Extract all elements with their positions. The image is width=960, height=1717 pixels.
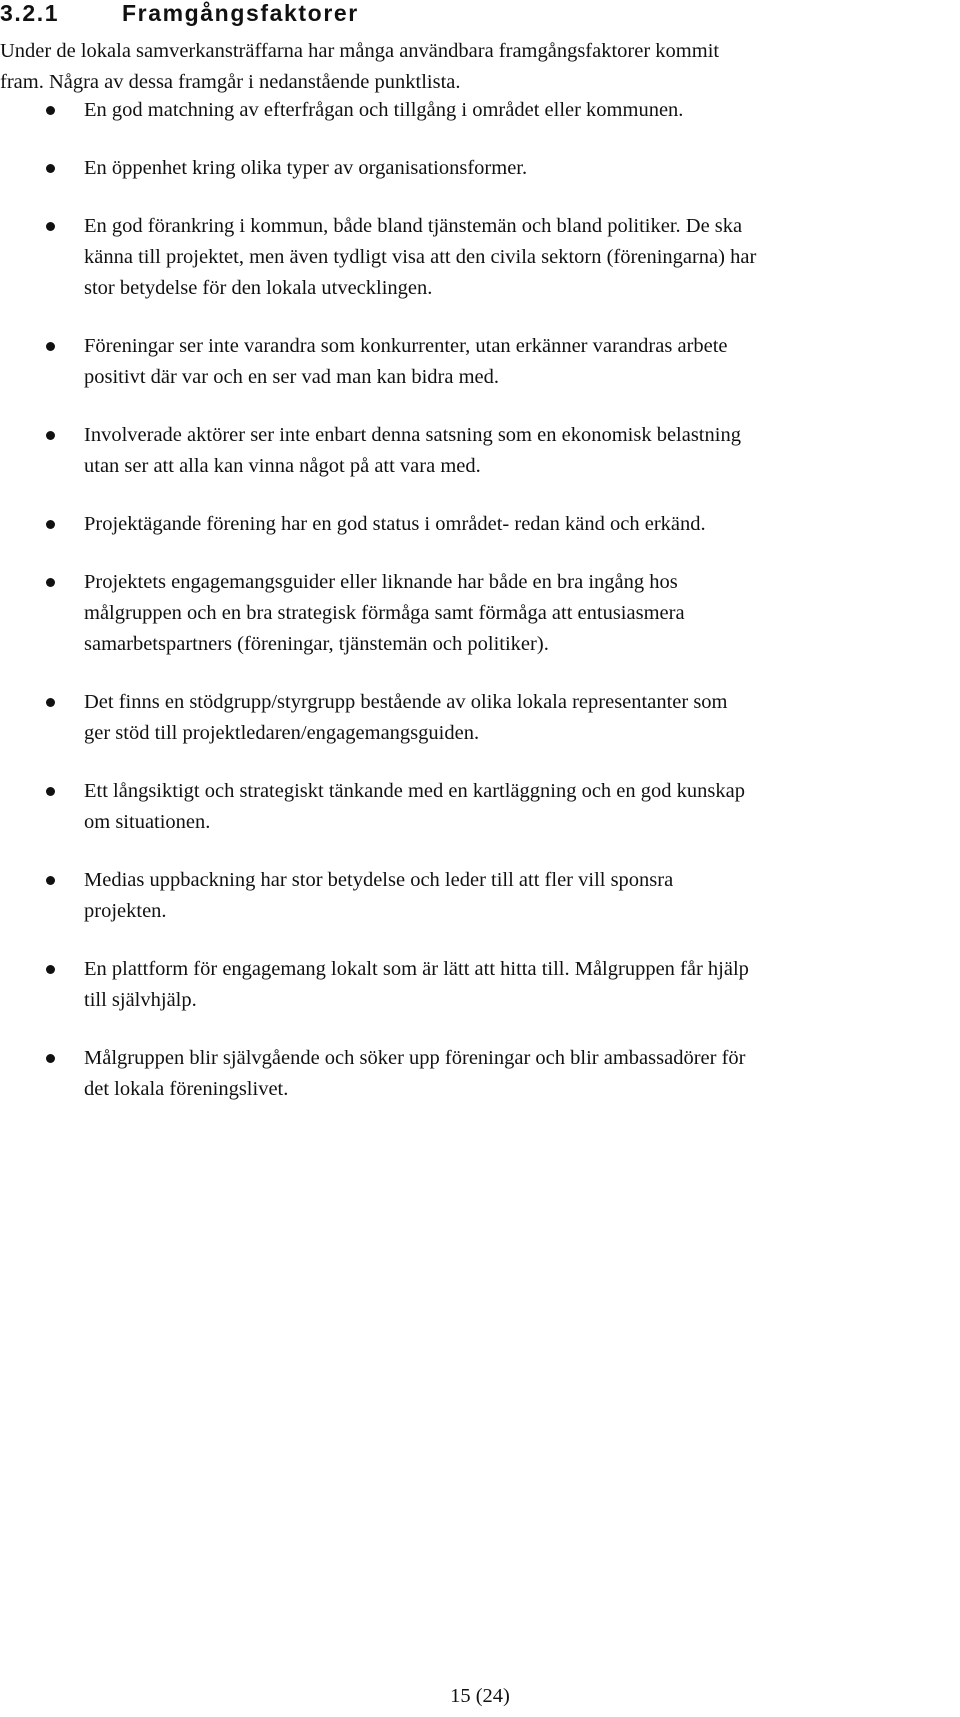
- section-heading: [0, 0, 359, 28]
- list-item-text-line: utan ser att alla kan vinna något på att vara med.: [84, 455, 481, 477]
- list-item-text-line: En god förankring i kommun, både bland tjänstemän och bland politiker. De ska: [84, 215, 743, 237]
- list-item-text-line: om situationen.: [84, 811, 211, 833]
- bullet-dot-icon: [46, 222, 55, 231]
- bullet-dot-icon: [46, 1054, 55, 1063]
- list-item: [0, 776, 950, 838]
- bullet-dot-icon: [46, 876, 55, 885]
- list-item-text-line: En god matchning av efterfrågan och tillgång i området eller kommunen.: [84, 99, 684, 121]
- list-item-text-line: Det finns en stödgrupp/styrgrupp bestående av olika lokala representanter som: [84, 691, 728, 713]
- list-item-text-line: Projektägande förening har en god status i området- redan känd och erkänd.: [84, 513, 706, 535]
- list-item: [0, 509, 950, 540]
- list-item-text-line: till självhjälp.: [84, 989, 197, 1011]
- list-item-text-line: samarbetspartners (föreningar, tjänstemän och politiker).: [84, 633, 549, 655]
- section-number: 3.2.1: [0, 0, 60, 26]
- intro-paragraph: [0, 36, 940, 98]
- list-item-text-line: Ett långsiktigt och strategiskt tänkande med en kartläggning och en god kunskap: [84, 780, 745, 802]
- list-item-text-line: Målgruppen blir självgående och söker upp föreningar och blir ambassadörer för: [84, 1047, 746, 1069]
- list-item-text-line: Medias uppbackning har stor betydelse och leder till att fler vill sponsra: [84, 869, 674, 891]
- list-item-text-line: stor betydelse för den lokala utvecklingen.: [84, 277, 433, 299]
- list-item: [0, 331, 950, 393]
- list-item: [0, 567, 950, 660]
- section-title: Framgångsfaktorer: [122, 0, 359, 26]
- bullet-dot-icon: [46, 965, 55, 974]
- list-item: [0, 865, 950, 927]
- list-item-text-line: En öppenhet kring olika typer av organisationsformer.: [84, 157, 528, 179]
- bullet-dot-icon: [46, 431, 55, 440]
- page-number: 15 (24): [450, 1685, 510, 1707]
- list-item: [0, 95, 950, 126]
- list-item: [0, 687, 950, 749]
- list-item-text-line: positivt där var och en ser vad man kan bidra med.: [84, 366, 499, 388]
- list-item: [0, 153, 950, 184]
- list-item-text-line: ger stöd till projektledaren/engagemangsguiden.: [84, 722, 480, 744]
- list-item-text-line: En plattform för engagemang lokalt som är lätt att hitta till. Målgruppen får hjälp: [84, 958, 749, 980]
- list-item-text-line: känna till projektet, men även tydligt visa att den civila sektorn (föreningarna) har: [84, 246, 757, 268]
- bullet-dot-icon: [46, 106, 55, 115]
- list-item-text-line: Föreningar ser inte varandra som konkurrenter, utan erkänner varandras arbete: [84, 335, 728, 357]
- list-item: [0, 420, 950, 482]
- list-item-text-line: målgruppen och en bra strategisk förmåga samt förmåga att entusiasmera: [84, 602, 685, 624]
- success-factors-list: [0, 95, 950, 1132]
- bullet-dot-icon: [46, 698, 55, 707]
- bullet-dot-icon: [46, 342, 55, 351]
- bullet-dot-icon: [46, 787, 55, 796]
- list-item-text-line: Involverade aktörer ser inte enbart denna satsning som en ekonomisk belastning: [84, 424, 741, 446]
- intro-line: Under de lokala samverkansträffarna har många användbara framgångsfaktorer kommit: [0, 40, 720, 62]
- list-item: [0, 1043, 950, 1105]
- list-item: [0, 954, 950, 1016]
- list-item: [0, 211, 950, 304]
- bullet-dot-icon: [46, 164, 55, 173]
- list-item-text-line: det lokala föreningslivet.: [84, 1078, 289, 1100]
- list-item-text-line: Projektets engagemangsguider eller liknande har både en bra ingång hos: [84, 571, 678, 593]
- intro-line: fram. Några av dessa framgår i nedanstående punktlista.: [0, 71, 461, 93]
- bullet-dot-icon: [46, 520, 55, 529]
- bullet-dot-icon: [46, 578, 55, 587]
- list-item-text-line: projekten.: [84, 900, 167, 922]
